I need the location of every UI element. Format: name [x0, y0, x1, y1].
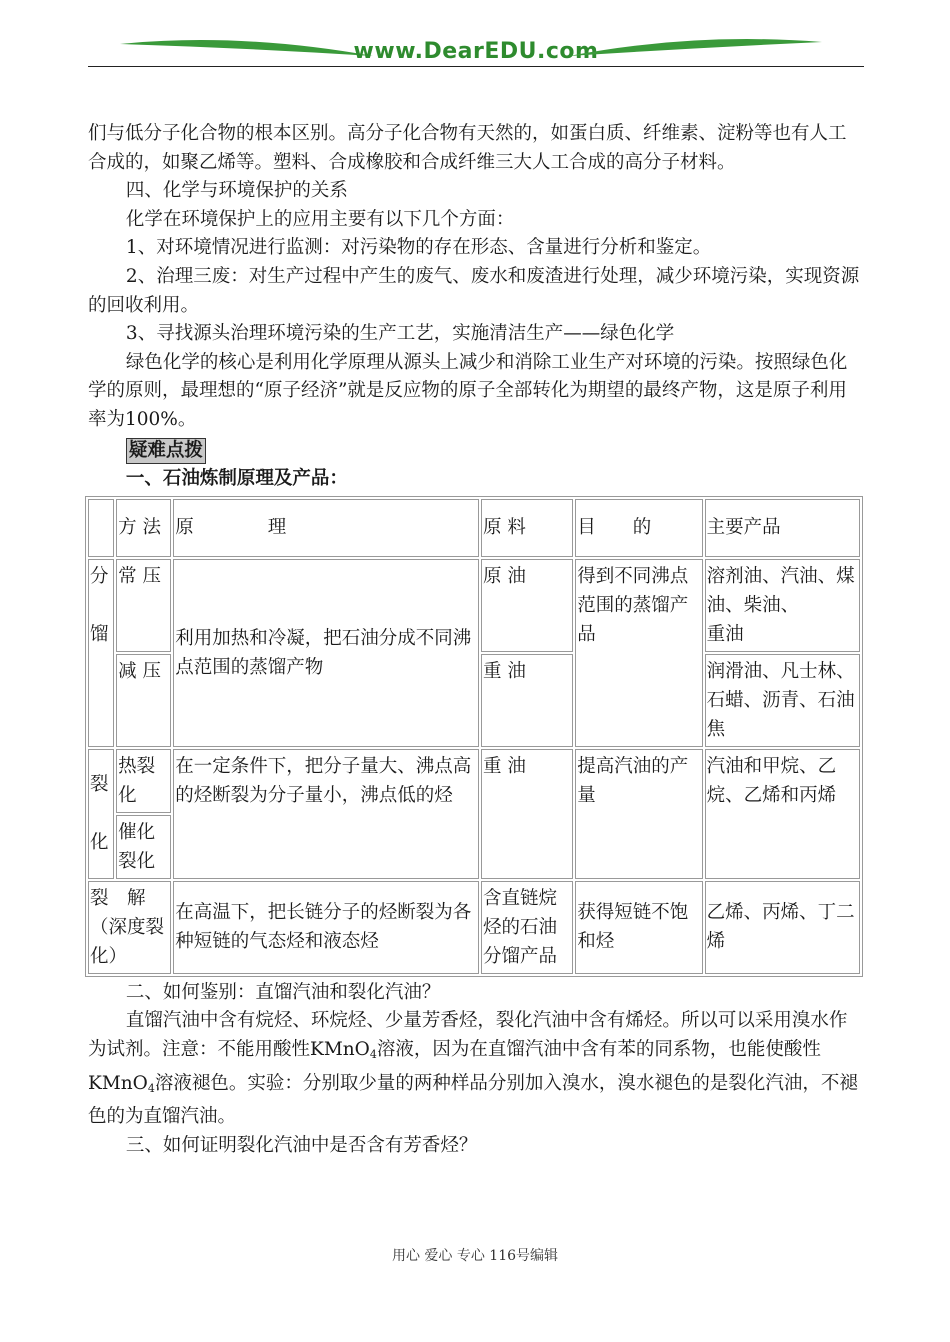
- paragraph: 绿色化学的核心是利用化学原理从源头上减少和消除工业生产对环境的污染。按照绿色化学的原则，最理想的“原子经济”就是反应物的原子全部转化为期望的最终产物，这是原子利用率为100%。: [88, 351, 848, 430]
- paragraph: 化学在环境保护上的应用主要有以下几个方面：: [125, 208, 515, 230]
- paragraph: 们与低分子化合物的根本区别。高分子化合物有天然的，如蛋白质、纤维素、淀粉等也有人工合成的，如聚乙烯等。塑料、合成橡胶和合成纤维三大人工合成的高分子材料。: [88, 123, 847, 173]
- table-header-cell: 方 法: [116, 499, 171, 557]
- table-row: [88, 559, 860, 652]
- table-cell: 分 馏: [88, 559, 114, 747]
- table-cell: 催化裂化: [116, 815, 171, 879]
- table-cell: 利用加热和冷凝，把石油分成不同沸点范围的蒸馏产物: [173, 559, 479, 747]
- text-run: 直馏汽油中含有烷烃、环烷烃、少量芳香烃，裂化汽油中含有烯烃。所以可以采用溴水作为试剂。注意：不能用酸性KMnO: [88, 1010, 848, 1060]
- table-row: [88, 881, 860, 974]
- table-cell: 润滑油、凡士林、石蜡、沥青、石油焦: [705, 654, 860, 747]
- table-header-cell: 原 料: [481, 499, 573, 557]
- subscript: 4: [147, 1081, 155, 1095]
- table-cell: 溶剂油、汽油、煤油、柴油、 重油: [705, 559, 860, 652]
- table-header-cell: 原 理: [173, 499, 479, 557]
- paragraph: [88, 1007, 864, 1131]
- table-cell: 在高温下，把长链分子的烃断裂为各种短链的气态烃和液态烃: [173, 881, 479, 974]
- section-heading: 三、如何证明裂化汽油中是否含有芳香烃？: [125, 1134, 478, 1156]
- table-cell: [88, 499, 114, 557]
- table-cell: 原 油: [481, 559, 573, 652]
- text-run: 溶液褪色。实验：分别取少量的两种样品分别加入溴水，溴水褪色的是裂化汽油，不褪色的为直馏汽油。: [88, 1072, 858, 1128]
- text-run: 溶液，因为在直馏汽油中含有苯的同系物，也能使酸性KMnO: [88, 1038, 821, 1094]
- table-cell: 含直链烷烃的石油分馏产品: [481, 881, 573, 974]
- document-body: [88, 120, 864, 1160]
- table-cell: 减 压: [116, 654, 171, 747]
- table-header-row: [88, 499, 860, 557]
- section-heading: 一、石油炼制原理及产品：: [125, 468, 348, 490]
- page-header: [88, 34, 864, 68]
- list-item: 3、寻找源头治理环境污染的生产工艺，实施清洁生产——绿色化学: [125, 323, 675, 345]
- subscript: 4: [369, 1047, 377, 1061]
- table-cell: 乙烯、丙烯、丁二烯: [705, 881, 860, 974]
- table-cell: 热裂化: [116, 749, 171, 813]
- table-cell: 裂 解（深度裂化）: [88, 881, 171, 974]
- section-heading: 二、如何鉴别：直馏汽油和裂化汽油？: [125, 981, 441, 1003]
- section-heading: 四、化学与环境保护的关系: [125, 180, 348, 202]
- refining-table: [85, 496, 863, 977]
- table-cell: 重 油: [481, 654, 573, 747]
- leaf-swoosh-right-icon: [564, 34, 824, 68]
- list-item: 2、治理三废：对生产过程中产生的废气、废水和废渣进行处理，减少环境污染，实现资源的回收利用。: [88, 265, 860, 316]
- table-cell: 获得短链不饱和烃: [575, 881, 702, 974]
- table-cell: 在一定条件下，把分子量大、沸点高的烃断裂为分子量小，沸点低的烃: [173, 749, 479, 879]
- table-row: [88, 749, 860, 813]
- table-cell: 提高汽油的产量: [575, 749, 702, 879]
- list-item: 1、对环境情况进行监测：对污染物的存在形态、含量进行分析和鉴定。: [125, 237, 712, 259]
- table-header-cell: 目 的: [575, 499, 702, 557]
- table-cell: 重 油: [481, 749, 573, 879]
- table-cell: 汽油和甲烷、乙烷、乙烯和丙烯: [705, 749, 860, 879]
- site-logo-text: www.DearEDU.com: [353, 39, 599, 64]
- table-cell: 常 压: [116, 559, 171, 652]
- table-cell: 得到不同沸点范围的蒸馏产品: [575, 559, 702, 747]
- header-rule: [88, 66, 864, 67]
- page-footer: 用心 爱心 专心 116号编辑: [391, 1248, 559, 1264]
- table-header-cell: 主要产品: [705, 499, 860, 557]
- table-cell: 裂 化: [88, 749, 114, 879]
- section-tag: 疑难点拨: [126, 438, 206, 464]
